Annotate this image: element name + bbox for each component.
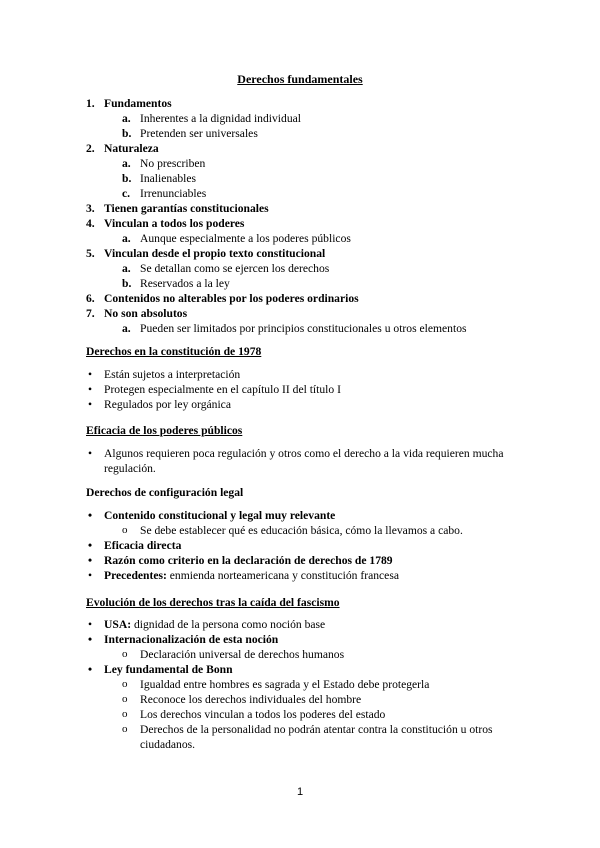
list-item-text: Protegen especialmente en el capítulo II del título I — [104, 383, 341, 396]
item-label: Vinculan a todos los poderes — [104, 217, 245, 230]
subitem-letter: a. — [122, 262, 131, 275]
list-subitem-text: Igualdad entre hombres es sagrada y el Estado debe protegerla — [140, 678, 430, 691]
list-item-text: Están sujetos a interpretación — [104, 368, 241, 381]
bullet-icon: • — [88, 633, 93, 646]
outline-subitem — [86, 186, 526, 201]
circle-bullet-icon: o — [122, 708, 128, 720]
circle-bullet-icon: o — [122, 648, 128, 660]
list-subitem-text: Declaración universal de derechos humanos — [140, 648, 345, 661]
outline-item — [86, 96, 526, 111]
list-subitem — [86, 722, 526, 752]
subitem-letter: b. — [122, 277, 132, 290]
circle-bullet-icon: o — [122, 693, 128, 705]
item-number: 3. — [86, 202, 95, 215]
outline-item — [86, 201, 526, 216]
item-number: 4. — [86, 217, 95, 230]
item-label: Naturaleza — [104, 142, 159, 155]
list-item — [86, 382, 526, 397]
list-subitem — [86, 707, 526, 722]
section-heading-configuracion: Derechos de configuración legal — [86, 486, 244, 499]
circle-bullet-icon: o — [122, 524, 128, 536]
outline-item — [86, 246, 526, 261]
subitem-letter: a. — [122, 232, 131, 245]
item-number: 7. — [86, 307, 95, 320]
list-item-text: Regulados por ley orgánica — [104, 398, 231, 411]
list-item-text: Algunos requieren poca regulación y otros como el derecho a la vida requieren mucha regulación. — [104, 447, 504, 475]
list-subitem — [86, 647, 526, 662]
outline-subitem — [86, 111, 526, 126]
section4-list — [86, 617, 526, 752]
list-item-text: enmienda norteamericana y constitución francesa — [166, 569, 399, 582]
subitem-letter: a. — [122, 322, 131, 335]
item-number: 1. — [86, 97, 95, 110]
item-label: Contenidos no alterables por los poderes ordinarios — [104, 292, 359, 305]
list-subitem — [86, 523, 526, 538]
outline-subitem — [86, 156, 526, 171]
subitem-letter: a. — [122, 112, 131, 125]
main-outline — [86, 96, 526, 336]
bullet-icon: • — [88, 539, 93, 552]
list-subitem-text: Se debe establecer qué es educación básica, cómo la llevamos a cabo. — [140, 524, 463, 537]
section3-list — [86, 508, 526, 583]
item-label: Tienen garantías constitucionales — [104, 202, 269, 215]
outline-subitem — [86, 261, 526, 276]
subitem-letter: a. — [122, 157, 131, 170]
subitem-letter: b. — [122, 172, 132, 185]
bullet-icon: • — [88, 663, 93, 676]
subitem-text: Inherentes a la dignidad individual — [140, 112, 301, 125]
page-number: 1 — [296, 786, 304, 798]
list-item — [86, 446, 526, 476]
bullet-icon: • — [88, 569, 93, 582]
list-subitem — [86, 692, 526, 707]
bullet-icon: • — [88, 509, 93, 522]
list-item — [86, 568, 526, 583]
item-label: Vinculan desde el propio texto constitucional — [104, 247, 326, 260]
subitem-text: Inalienables — [140, 172, 197, 185]
list-item-lead: USA: — [104, 618, 132, 631]
list-subitem-text: Reconoce los derechos individuales del hombre — [140, 693, 362, 706]
list-item — [86, 508, 526, 523]
list-item — [86, 367, 526, 382]
item-label: Fundamentos — [104, 97, 172, 110]
list-subitem — [86, 677, 526, 692]
list-item — [86, 632, 526, 647]
list-item-text: Eficacia directa — [104, 539, 182, 552]
list-item — [86, 397, 526, 412]
circle-bullet-icon: o — [122, 723, 128, 735]
list-item — [86, 617, 526, 632]
bullet-icon: • — [88, 447, 93, 460]
item-number: 2. — [86, 142, 95, 155]
list-item-text: dignidad de la persona como noción base — [131, 618, 326, 631]
item-label: No son absolutos — [104, 307, 188, 320]
list-item-text: Internacionalización de esta noción — [104, 633, 279, 646]
outline-subitem — [86, 276, 526, 291]
subitem-text: Pueden ser limitados por principios constitucionales u otros elementos — [140, 322, 467, 335]
subitem-text: Se detallan como se ejercen los derechos — [140, 262, 330, 275]
outline-item — [86, 306, 526, 321]
subitem-text: Pretenden ser universales — [140, 127, 258, 140]
list-item — [86, 662, 526, 677]
item-number: 6. — [86, 292, 95, 305]
outline-subitem — [86, 321, 526, 336]
subitem-letter: b. — [122, 127, 132, 140]
outline-subitem — [86, 126, 526, 141]
section-heading-evolucion: Evolución de los derechos tras la caída del fascismo — [86, 596, 340, 609]
bullet-icon: • — [88, 383, 93, 396]
outline-subitem — [86, 231, 526, 246]
outline-subitem — [86, 171, 526, 186]
subitem-letter: c. — [122, 187, 131, 200]
subitem-text: Reservados a la ley — [140, 277, 230, 290]
outline-item — [86, 141, 526, 156]
bullet-icon: • — [88, 398, 93, 411]
section-heading-constitucion: Derechos en la constitución de 1978 — [86, 345, 262, 358]
list-item — [86, 538, 526, 553]
section1-list — [86, 367, 526, 412]
section-heading-eficacia: Eficacia de los poderes públicos — [86, 424, 243, 437]
list-subitem-text: Los derechos vinculan a todos los poderes del estado — [140, 708, 386, 721]
outline-item — [86, 216, 526, 231]
subitem-text: Aunque especialmente a los poderes públicos — [140, 232, 351, 245]
subitem-text: No prescriben — [140, 157, 206, 170]
bullet-icon: • — [88, 554, 93, 567]
outline-item — [86, 291, 526, 306]
bullet-icon: • — [88, 618, 93, 631]
list-item-text: Contenido constitucional y legal muy relevante — [104, 509, 336, 522]
list-item-text: Razón como criterio en la declaración de derechos de 1789 — [104, 554, 393, 567]
circle-bullet-icon: o — [122, 678, 128, 690]
list-item — [86, 553, 526, 568]
list-subitem-text: Derechos de la personalidad no podrán atentar contra la constitución u otros ciudadanos. — [140, 723, 493, 751]
subitem-text: Irrenunciables — [140, 187, 207, 200]
bullet-icon: • — [88, 368, 93, 381]
list-item-lead: Precedentes: — [104, 569, 167, 582]
document-title: Derechos fundamentales — [237, 72, 363, 86]
item-number: 5. — [86, 247, 95, 260]
list-item-text: Ley fundamental de Bonn — [104, 663, 233, 676]
section2-list — [86, 446, 526, 476]
